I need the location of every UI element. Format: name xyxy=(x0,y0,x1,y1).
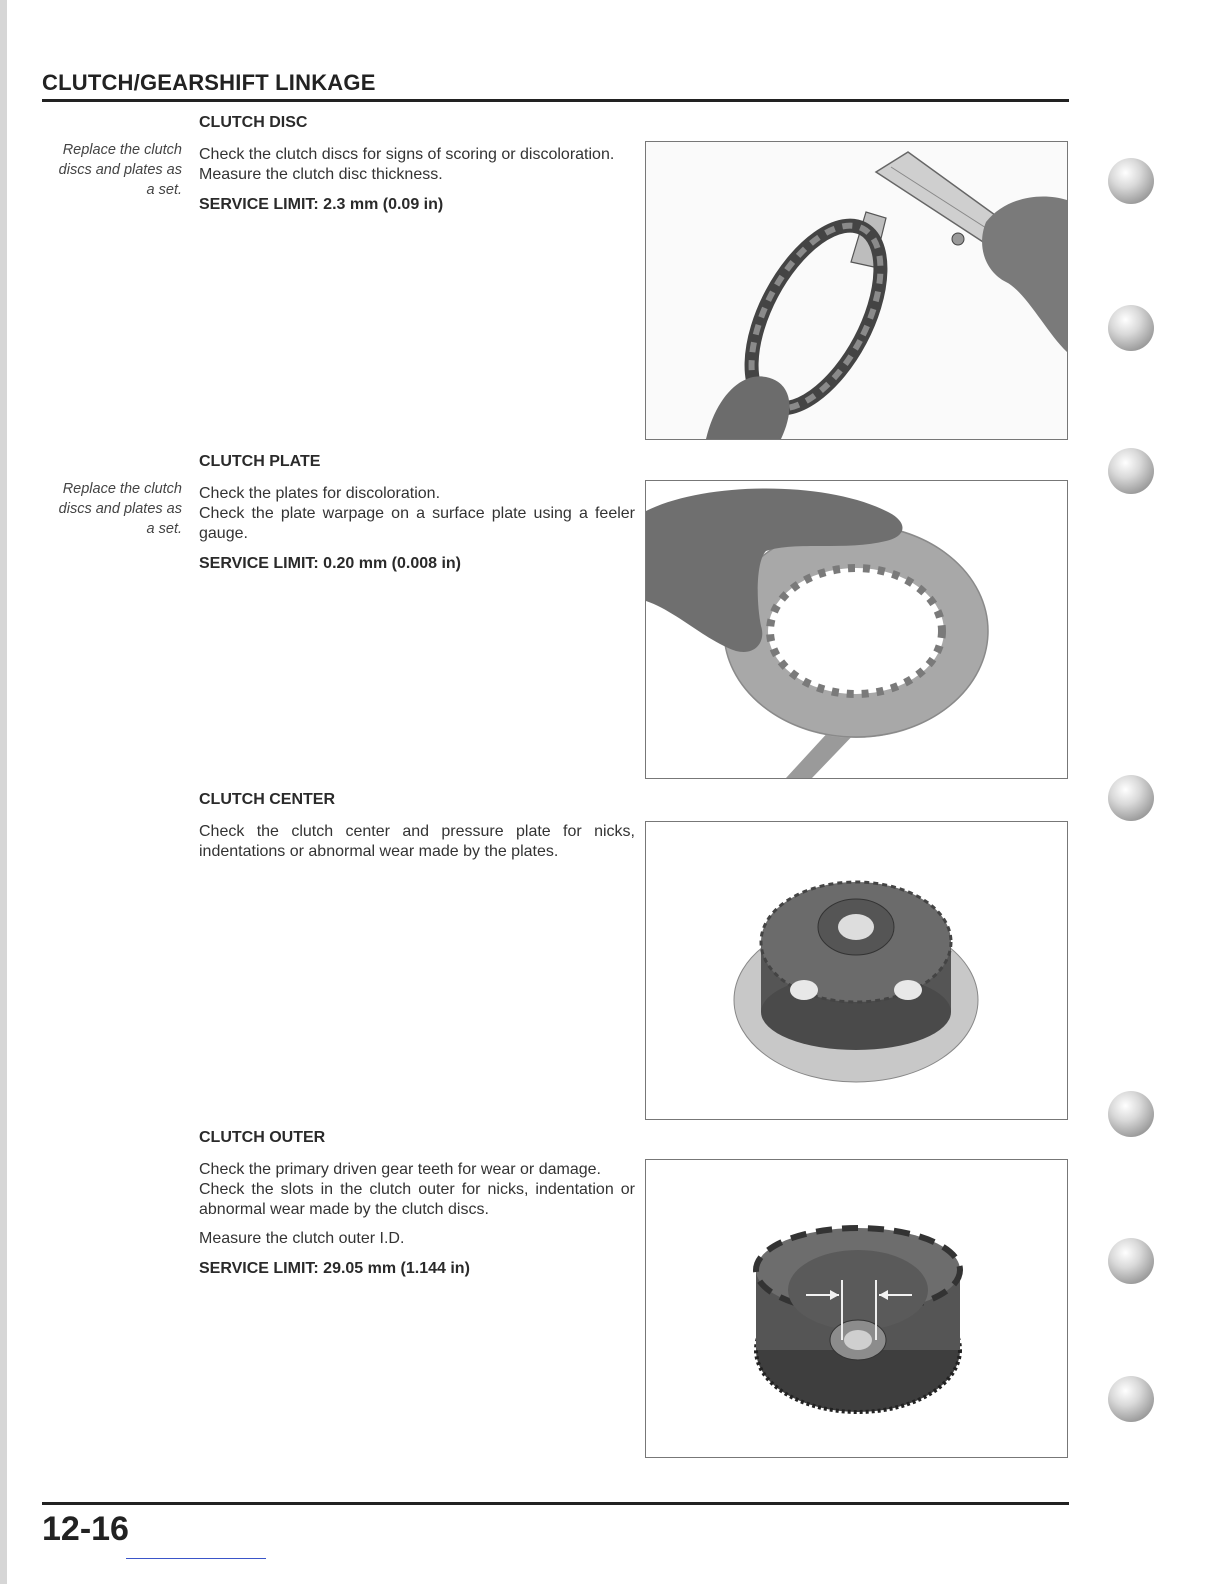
section-title: CLUTCH PLATE xyxy=(199,453,321,470)
paragraph: Measure the clutch outer I.D. xyxy=(199,1230,405,1247)
side-note-line: discs and plates as xyxy=(58,162,182,178)
side-note-line: Replace the clutch xyxy=(62,142,182,158)
clutch-plate-in-hand-photo xyxy=(645,480,1068,779)
service-limit: SERVICE LIMIT: 2.3 mm (0.09 in) xyxy=(199,196,444,213)
scan-artifact-line xyxy=(126,1558,266,1559)
clutch-outer-photo xyxy=(645,1159,1068,1458)
side-note-line: a set. xyxy=(146,521,182,537)
index-tab-dot-icon xyxy=(1108,1376,1154,1422)
index-tab-dot-icon xyxy=(1108,448,1154,494)
page-title: CLUTCH/GEARSHIFT LINKAGE xyxy=(42,70,376,95)
header-rule xyxy=(42,99,1069,102)
paragraph: Check the primary driven gear teeth for wear or damage. xyxy=(199,1161,601,1178)
side-note xyxy=(40,479,182,539)
paragraph: Check the plate warpage on a surface plate using a feeler gauge. xyxy=(199,505,635,542)
side-note-line: Replace the clutch xyxy=(62,481,182,497)
paragraph: Check the clutch discs for signs of scoring or discoloration. xyxy=(199,146,615,163)
side-note xyxy=(40,140,182,200)
index-tab-dot-icon xyxy=(1108,305,1154,351)
footer-rule xyxy=(42,1502,1069,1505)
section-title: CLUTCH CENTER xyxy=(199,791,335,808)
page-number: 12-16 xyxy=(42,1510,129,1548)
side-note-line: a set. xyxy=(146,182,182,198)
clutch-center-photo xyxy=(645,821,1068,1120)
caliper-measuring-disc-photo xyxy=(645,141,1068,440)
paragraph: Check the plates for discoloration. xyxy=(199,485,441,502)
binding-edge xyxy=(0,0,7,1584)
index-tab-dot-icon xyxy=(1108,775,1154,821)
service-limit: SERVICE LIMIT: 0.20 mm (0.008 in) xyxy=(199,555,462,572)
side-note-line: discs and plates as xyxy=(58,501,182,517)
paragraph: Measure the clutch disc thickness. xyxy=(199,166,443,183)
paragraph: Check the slots in the clutch outer for nicks, indentation or abnormal wear made by the clutch discs. xyxy=(199,1181,635,1218)
service-limit: SERVICE LIMIT: 29.05 mm (1.144 in) xyxy=(199,1260,470,1277)
index-tab-dot-icon xyxy=(1108,1091,1154,1137)
index-tab-dot-icon xyxy=(1108,1238,1154,1284)
paragraph: Check the clutch center and pressure plate for nicks, indentations or abnormal wear made by the plates. xyxy=(199,823,635,860)
section-title: CLUTCH DISC xyxy=(199,114,308,131)
section-title: CLUTCH OUTER xyxy=(199,1129,326,1146)
index-tab-dot-icon xyxy=(1108,158,1154,204)
